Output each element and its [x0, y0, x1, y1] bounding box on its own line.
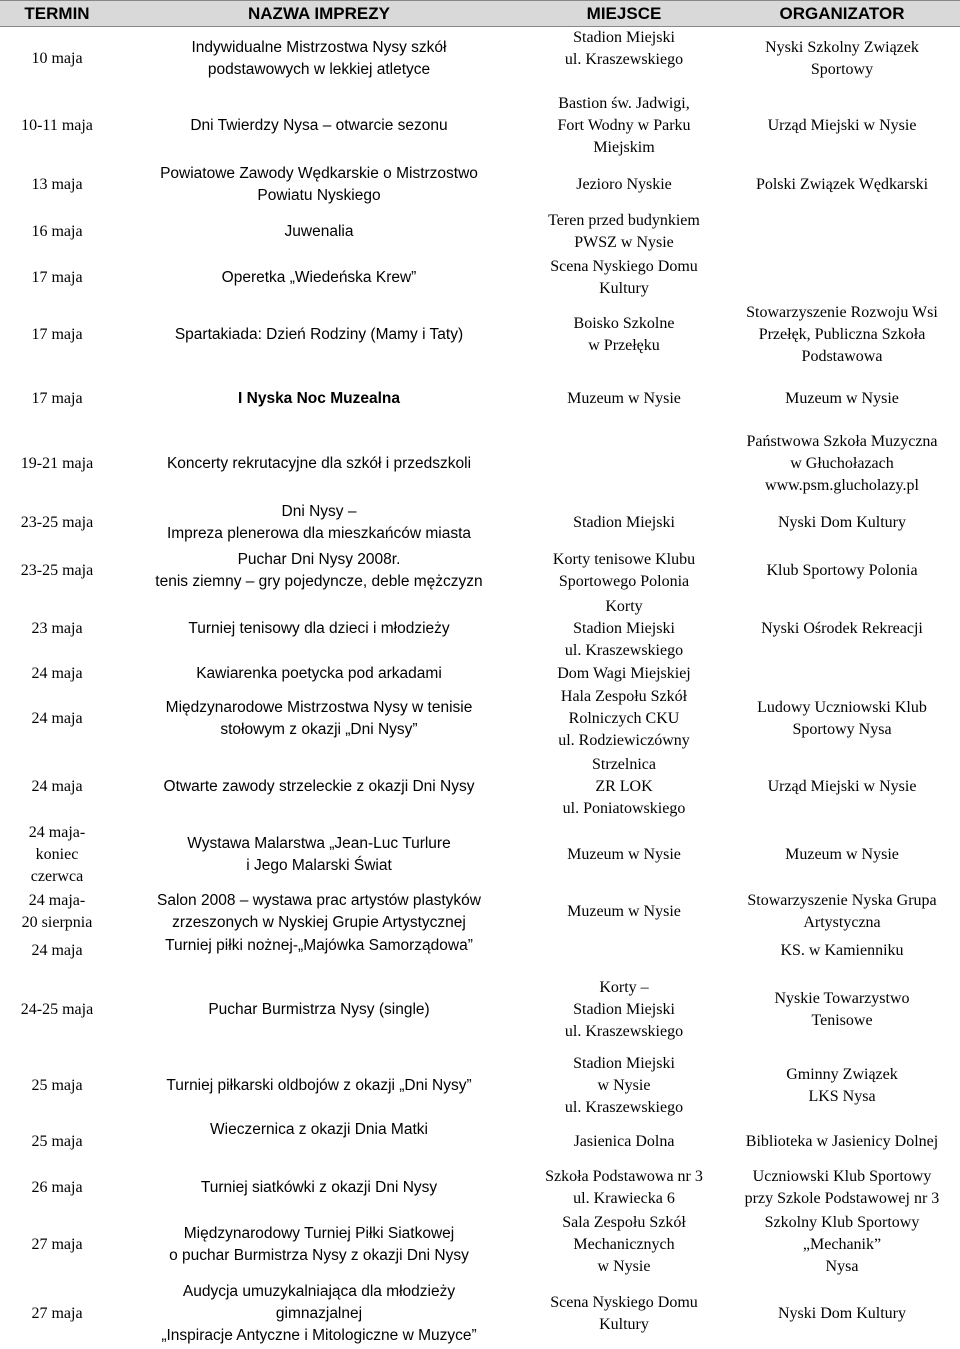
cell-miejsce: Korty – Stadion Miejski ul. Kraszewskiego [564, 978, 684, 1040]
table-row [0, 255, 960, 301]
cell-termin: 23-25 maja [20, 513, 94, 531]
cell-organizator: Uczniowski Klub Sportowy przy Szkole Podstawowej nr 3 [744, 1167, 940, 1207]
cell-miejsce: Bastion św. Jadwigi, Fort Wodny w Parku Miejskim [557, 94, 691, 156]
cell-nazwa: Turniej piłki nożnej-„Majówka Samorządowa” [165, 936, 473, 954]
cell-termin: 17 maja [31, 268, 83, 286]
table-row [0, 663, 960, 685]
table-row [0, 821, 960, 889]
cell-miejsce: Szkoła Podstawowa nr 3 ul. Krawiecka 6 [545, 1167, 703, 1207]
table-row [0, 429, 960, 499]
cell-organizator: Nyski Dom Kultury [778, 1304, 906, 1322]
cell-organizator: Urząd Miejski w Nysie [767, 777, 917, 795]
cell-miejsce: Hala Zespołu Szkół Rolniczych CKU ul. Rodziewiczówny [558, 687, 690, 749]
cell-termin: 24 maja [31, 941, 83, 959]
table-row [0, 1165, 960, 1211]
cell-nazwa: Spartakiada: Dzień Rodziny (Mamy i Taty) [174, 325, 464, 343]
table-row [0, 161, 960, 209]
cell-miejsce [524, 429, 724, 499]
cell-organizator: Stowarzyszenie Rozwoju Wsi Przełęk, Publiczna Szkoła Podstawowa [746, 303, 938, 365]
header-termin: TERMIN [0, 1, 114, 27]
cell-organizator: KS. w Kamienniku [780, 941, 904, 959]
cell-miejsce: Korty Stadion Miejski ul. Kraszewskiego [564, 597, 684, 659]
cell-termin: 16 maja [31, 222, 83, 240]
table-row [0, 27, 960, 91]
cell-termin: 27 maja [31, 1304, 83, 1322]
table-row [0, 369, 960, 429]
cell-organizator: Muzeum w Nysie [785, 845, 899, 863]
header-organizator: ORGANIZATOR [724, 1, 960, 27]
cell-termin: 25 maja [31, 1132, 83, 1150]
cell-nazwa: Wieczernica z okazji Dnia Matki [210, 1120, 428, 1138]
cell-miejsce: Scena Nyskiego Domu Kultury [550, 1293, 698, 1333]
cell-miejsce: Dom Wagi Miejskiej [557, 664, 691, 682]
cell-nazwa: Turniej piłkarski oldbojów z okazji „Dni Nysy” [166, 1076, 472, 1094]
cell-organizator: Muzeum w Nysie [785, 389, 899, 407]
cell-nazwa: Powiatowe Zawody Wędkarskie o Mistrzostwo Powiatu Nyskiego [160, 164, 478, 204]
table-row [0, 1279, 960, 1349]
table-row [0, 499, 960, 547]
cell-organizator: Biblioteka w Jasienicy Dolnej [745, 1132, 939, 1150]
table-row [0, 209, 960, 255]
cell-termin: 24 maja [31, 777, 83, 795]
table-row [0, 967, 960, 1053]
cell-termin: 19-21 maja [20, 454, 94, 472]
cell-nazwa: Koncerty rekrutacyjne dla szkół i przedszkoli [166, 454, 472, 472]
table-row [0, 935, 960, 967]
cell-miejsce: Strzelnica ZR LOK ul. Poniatowskiego [562, 755, 686, 817]
cell-miejsce: Korty tenisowe Klubu Sportowego Polonia [552, 550, 696, 590]
cell-organizator: Urząd Miejski w Nysie [767, 116, 917, 134]
table-row [0, 301, 960, 369]
cell-nazwa: Kawiarenka poetycka pod arkadami [196, 664, 442, 682]
table-row [0, 685, 960, 753]
cell-organizator [724, 663, 960, 685]
cell-miejsce: Jasienica Dolna [573, 1132, 675, 1150]
cell-miejsce: Sala Zespołu Szkół Mechanicznych w Nysie [562, 1213, 686, 1275]
cell-miejsce: Muzeum w Nysie [567, 902, 681, 920]
cell-termin: 27 maja [31, 1235, 83, 1253]
cell-nazwa: Otwarte zawody strzeleckie z okazji Dni Nysy [163, 777, 475, 795]
cell-organizator: Nyski Dom Kultury [778, 513, 906, 531]
cell-nazwa: Salon 2008 – wystawa prac artystów plastyków zrzeszonych w Nyskiej Grupie Artystycznej [157, 891, 481, 931]
cell-termin: 17 maja [31, 389, 83, 407]
cell-termin: 23-25 maja [20, 561, 94, 579]
table-row [0, 595, 960, 663]
table-row [0, 91, 960, 161]
cell-miejsce: Teren przed budynkiem PWSZ w Nysie [548, 211, 700, 251]
cell-termin: 13 maja [31, 175, 83, 193]
cell-termin: 26 maja [31, 1178, 83, 1196]
cell-organizator: Klub Sportowy Polonia [766, 561, 918, 579]
cell-miejsce: Muzeum w Nysie [567, 389, 681, 407]
cell-organizator: Nyski Szkolny Związek Sportowy [765, 38, 919, 78]
cell-miejsce [524, 935, 724, 967]
cell-termin: 24 maja [31, 664, 83, 682]
cell-miejsce: Boisko Szkolne w Przełęku [573, 314, 675, 354]
cell-organizator: Polski Związek Wędkarski [755, 175, 929, 193]
table-row [0, 889, 960, 935]
cell-nazwa: Wystawa Malarstwa „Jean-Luc Turlure i Jego Malarski Świat [187, 834, 451, 874]
table-row [0, 1053, 960, 1119]
cell-nazwa: Dni Nysy – Impreza plenerowa dla mieszkańców miasta [166, 502, 472, 542]
cell-miejsce: Stadion Miejski [573, 513, 675, 531]
cell-organizator: Szkolny Klub Sportowy „Mechanik” Nysa [764, 1213, 920, 1275]
table-row [0, 1119, 960, 1165]
cell-nazwa: Puchar Dni Nysy 2008r. tenis ziemny – gry pojedyncze, deble mężczyzn [155, 550, 483, 590]
cell-organizator: Nyskie Towarzystwo Tenisowe [774, 989, 910, 1029]
cell-nazwa: Audycja umuzykalniająca dla młodzieży gimnazjalnej „Inspiracje Antyczne i Mitologiczne w Muzyce” [161, 1282, 477, 1344]
cell-nazwa: I Nyska Noc Muzealna [238, 389, 400, 407]
cell-miejsce: Jezioro Nyskie [576, 175, 672, 193]
cell-nazwa: Operetka „Wiedeńska Krew” [221, 268, 417, 286]
cell-termin: 23 maja [31, 619, 83, 637]
cell-organizator: Stowarzyszenie Nyska Grupa Artystyczna [747, 891, 937, 931]
cell-miejsce: Muzeum w Nysie [567, 845, 681, 863]
cell-termin: 10 maja [31, 49, 83, 67]
cell-organizator [724, 255, 960, 301]
cell-organizator [724, 209, 960, 255]
cell-organizator: Ludowy Uczniowski Klub Sportowy Nysa [757, 698, 927, 738]
cell-nazwa: Turniej tenisowy dla dzieci i młodzieży [188, 619, 450, 637]
cell-miejsce: Scena Nyskiego Domu Kultury [550, 257, 698, 297]
cell-nazwa: Dni Twierdzy Nysa – otwarcie sezonu [190, 116, 448, 134]
cell-termin: 24 maja [31, 709, 83, 727]
header-nazwa: NAZWA IMPREZY [114, 1, 524, 27]
cell-miejsce: Stadion Miejski ul. Kraszewskiego [564, 29, 684, 68]
cell-termin: 24 maja- 20 sierpnia [21, 891, 93, 931]
cell-organizator: Państwowa Szkoła Muzyczna w Głuchołazach www.psm.glucholazy.pl [746, 432, 938, 494]
cell-nazwa: Puchar Burmistrza Nysy (single) [208, 1000, 430, 1018]
cell-termin: 24-25 maja [20, 1000, 94, 1018]
cell-nazwa: Indywidualne Mistrzostwa Nysy szkół podstawowych w lekkiej atletyce [191, 38, 447, 78]
table-row [0, 753, 960, 821]
table-row [0, 547, 960, 595]
cell-nazwa: Międzynarodowy Turniej Piłki Siatkowej o puchar Burmistrza Nysy z okazji Dni Nysy [169, 1224, 469, 1264]
cell-miejsce: Stadion Miejski w Nysie ul. Kraszewskiego [564, 1054, 684, 1116]
cell-nazwa: Juwenalia [284, 222, 354, 240]
cell-termin: 24 maja- koniec czerwca [28, 823, 86, 885]
cell-organizator: Gminny Związek LKS Nysa [786, 1065, 898, 1105]
cell-nazwa: Międzynarodowe Mistrzostwa Nysy w tenisie stołowym z okazji „Dni Nysy” [165, 698, 473, 738]
cell-termin: 17 maja [31, 325, 83, 343]
cell-nazwa: Turniej siatkówki z okazji Dni Nysy [200, 1178, 438, 1196]
header-miejsce: MIEJSCE [524, 1, 724, 27]
cell-termin: 25 maja [31, 1076, 83, 1094]
cell-organizator: Nyski Ośrodek Rekreacji [761, 619, 923, 637]
cell-termin: 10-11 maja [21, 116, 93, 134]
table-row [0, 1211, 960, 1279]
header-row [0, 1, 960, 27]
